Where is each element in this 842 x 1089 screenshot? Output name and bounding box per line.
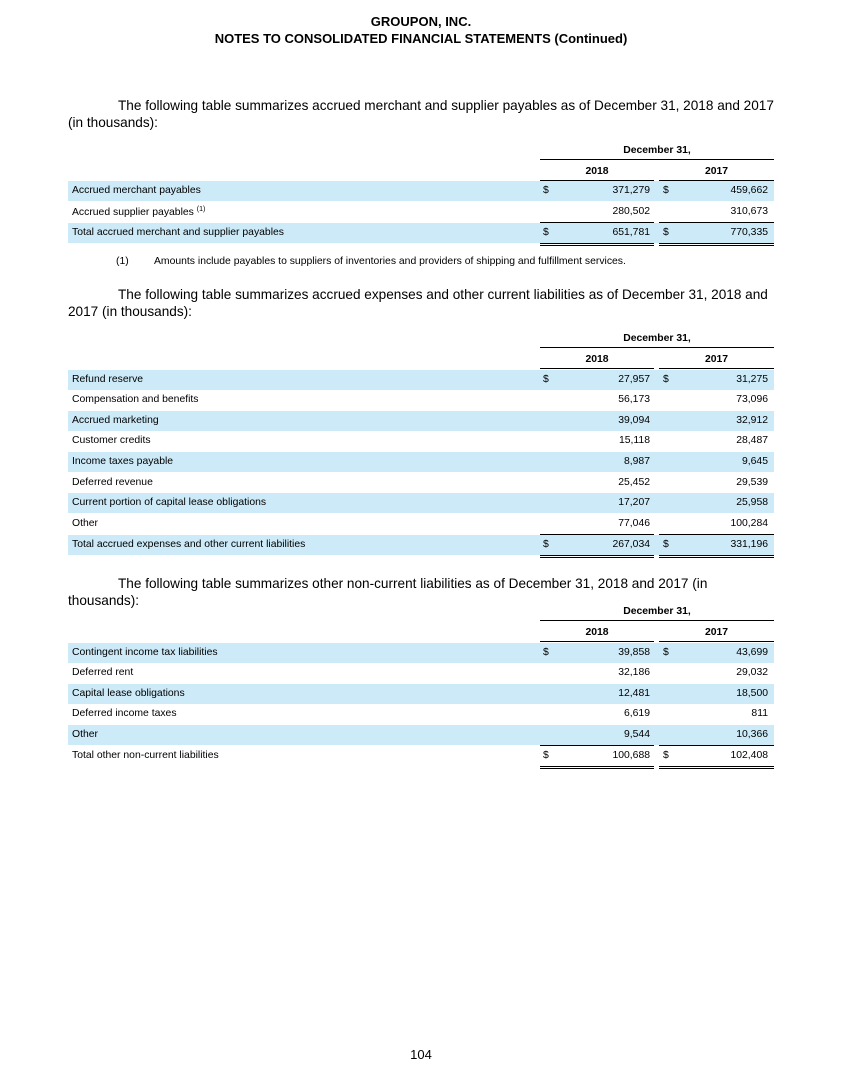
row-label: Other: [72, 729, 98, 740]
currency-symbol: $: [663, 227, 669, 238]
table-row: [68, 473, 774, 493]
total-double-rule: [540, 766, 654, 769]
footnote-ref: (1): [196, 206, 206, 213]
table2-header-rule: [540, 347, 774, 348]
table3-intro-text: The following table summarizes other non-current liabilities as of December 31, 2018 and 2017 (in thousands):: [68, 576, 708, 608]
currency-symbol: $: [543, 185, 549, 196]
value-2018: 77,046: [618, 518, 650, 529]
table3-col-rule: [659, 641, 774, 642]
currency-symbol: $: [543, 374, 549, 385]
total-double-rule: [659, 555, 774, 558]
table3-col-rule: [540, 641, 654, 642]
row-label: Accrued marketing: [72, 415, 159, 426]
footnote-marker: (1): [116, 256, 129, 267]
table-row: [68, 411, 774, 431]
currency-symbol: $: [543, 227, 549, 238]
value-2018: 27,957: [618, 374, 650, 385]
currency-symbol: $: [543, 539, 549, 550]
value-2017: 459,662: [730, 185, 768, 196]
value-2018: 15,118: [618, 435, 650, 446]
value-2017: 32,912: [736, 415, 768, 426]
row-label: Deferred income taxes: [72, 708, 177, 719]
row-label: Total accrued expenses and other current liabilities: [72, 539, 306, 550]
table-row: [68, 202, 774, 222]
table-row: [68, 684, 774, 704]
table2-intro-text: The following table summarizes accrued expenses and other current liabilities as of December 31, 2018 and 2017 (in thousands):: [68, 287, 768, 319]
value-2017: 100,284: [730, 518, 768, 529]
table2-col-2018: 2018: [585, 354, 609, 365]
currency-symbol: $: [543, 647, 549, 658]
table-row: [68, 223, 774, 243]
currency-symbol: $: [663, 185, 669, 196]
currency-symbol: $: [663, 539, 669, 550]
value-2017: 29,539: [736, 477, 768, 488]
value-2018: 12,481: [618, 688, 650, 699]
currency-symbol: $: [663, 647, 669, 658]
table2-col-2017: 2017: [704, 354, 729, 365]
value-2018: 32,186: [618, 667, 650, 678]
table-row: [68, 725, 774, 745]
row-label: Deferred rent: [72, 667, 134, 678]
row-label: Capital lease obligations: [72, 688, 185, 699]
row-label: Current portion of capital lease obligations: [72, 497, 267, 508]
row-label: [72, 206, 205, 218]
table1-col-2017: 2017: [704, 166, 729, 177]
page-number: 104: [410, 1047, 432, 1062]
table1-intro-text: The following table summarizes accrued merchant and supplier payables as of December 31, 2018 and 2017 (in thousands):: [68, 98, 774, 130]
currency-symbol: $: [543, 750, 549, 761]
table3-header-rule: [540, 620, 774, 621]
value-2018: 371,279: [612, 185, 650, 196]
value-2017: 29,032: [736, 667, 768, 678]
value-2018: 56,173: [618, 394, 650, 405]
company-name: GROUPON, INC.: [370, 14, 472, 29]
footnote-text: Amounts include payables to suppliers of inventories and providers of shipping and fulfillment services.: [154, 256, 626, 267]
table1-intro: [68, 97, 774, 131]
table3-intro: [68, 575, 774, 609]
value-2017: 811: [751, 708, 768, 719]
row-label: Deferred revenue: [72, 477, 153, 488]
table1-footnote: [116, 256, 626, 267]
total-double-rule: [659, 243, 774, 246]
table1-group-header: December 31,: [623, 145, 691, 156]
value-2017: 770,335: [730, 227, 768, 238]
table2-col-rule: [659, 368, 774, 369]
table1-header-rule: [540, 159, 774, 160]
value-2017: 18,500: [736, 688, 768, 699]
value-2017: 310,673: [730, 206, 768, 217]
value-2018: 280,502: [612, 206, 650, 217]
table2-col-rule: [540, 368, 654, 369]
table2-group-header: December 31,: [623, 333, 691, 344]
total-double-rule: [540, 555, 654, 558]
table3-col-2018: 2018: [585, 627, 609, 638]
value-2018: 651,781: [612, 227, 650, 238]
value-2018: 39,858: [618, 647, 650, 658]
table-row: [68, 643, 774, 663]
table-row: [68, 181, 774, 201]
table3-col-2017: 2017: [704, 627, 729, 638]
currency-symbol: $: [663, 750, 669, 761]
row-label-text: Accrued supplier payables: [72, 207, 194, 218]
total-double-rule: [659, 766, 774, 769]
row-label: Total other non-current liabilities: [72, 750, 219, 761]
row-label: Other: [72, 518, 98, 529]
value-2017: 28,487: [736, 435, 768, 446]
row-label: Total accrued merchant and supplier payables: [72, 227, 284, 238]
page-subtitle: NOTES TO CONSOLIDATED FINANCIAL STATEMENTS (Continued): [214, 31, 628, 46]
value-2017: 9,645: [741, 456, 768, 467]
value-2018: 267,034: [612, 539, 650, 550]
table-row: [68, 493, 774, 513]
value-2017: 43,699: [736, 647, 768, 658]
table-row: [68, 370, 774, 390]
row-label: Income taxes payable: [72, 456, 174, 467]
table-row: [68, 431, 774, 451]
value-2017: 102,408: [730, 750, 768, 761]
value-2018: 17,207: [618, 497, 650, 508]
value-2018: 6,619: [623, 708, 650, 719]
table-row: [68, 663, 774, 683]
row-label: Customer credits: [72, 435, 151, 446]
table1-col-2018: 2018: [585, 166, 609, 177]
value-2018: 25,452: [618, 477, 650, 488]
value-2018: 8,987: [623, 456, 650, 467]
row-label: Compensation and benefits: [72, 394, 199, 405]
table2-intro: [68, 286, 774, 320]
value-2017: 25,958: [736, 497, 768, 508]
table-row: [68, 704, 774, 724]
row-label: Accrued merchant payables: [72, 185, 201, 196]
table-row: [68, 390, 774, 410]
table-row: [68, 746, 774, 766]
table-row: [68, 452, 774, 472]
table-row: [68, 514, 774, 534]
row-label: Refund reserve: [72, 374, 144, 385]
value-2017: 73,096: [736, 394, 768, 405]
table-row: [68, 535, 774, 555]
value-2017: 31,275: [736, 374, 768, 385]
currency-symbol: $: [663, 374, 669, 385]
table3-group-header: December 31,: [623, 606, 691, 617]
row-label: Contingent income tax liabilities: [72, 647, 218, 658]
value-2018: 100,688: [612, 750, 650, 761]
value-2018: 9,544: [623, 729, 650, 740]
value-2018: 39,094: [618, 415, 650, 426]
value-2017: 10,366: [736, 729, 768, 740]
total-double-rule: [540, 243, 654, 246]
value-2017: 331,196: [730, 539, 768, 550]
